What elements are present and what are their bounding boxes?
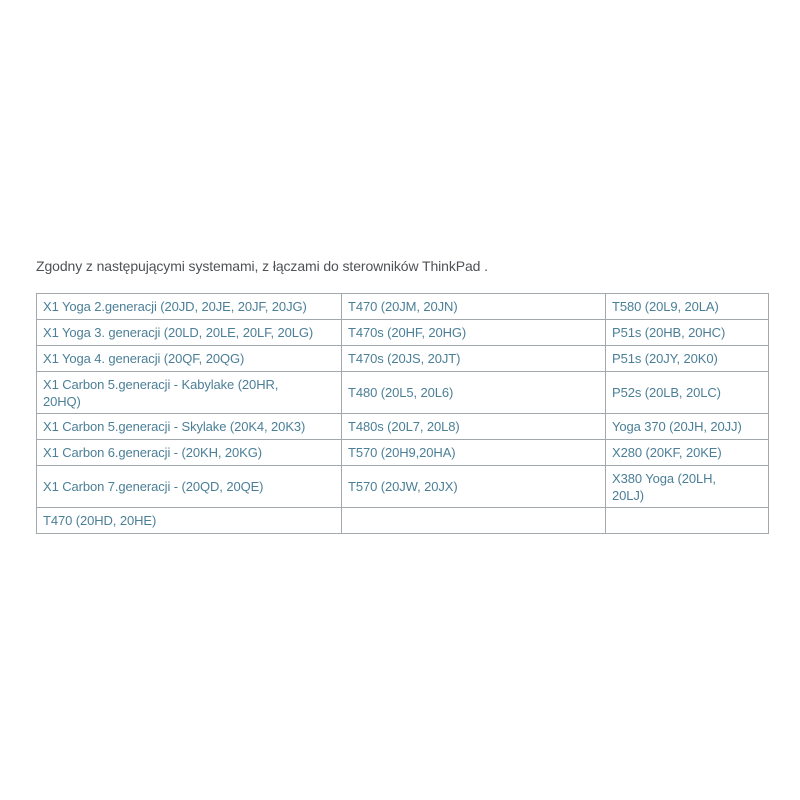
model-link[interactable]: X1 Yoga 3. generacji (20LD, 20LE, 20LF, 20LG) xyxy=(43,325,314,340)
model-cell xyxy=(37,508,342,534)
model-cell xyxy=(37,346,342,372)
empty-cell xyxy=(342,508,606,534)
model-link[interactable]: T570 (20JW, 20JX) xyxy=(348,479,458,494)
model-cell xyxy=(37,320,342,346)
compatibility-intro-text: Zgodny z następującymi systemami, z łączami do sterowników ThinkPad . xyxy=(36,258,488,274)
model-cell xyxy=(342,294,606,320)
model-cell xyxy=(606,440,769,466)
table-row xyxy=(37,346,769,372)
model-link[interactable]: P52s (20LB, 20LC) xyxy=(612,385,721,400)
model-link[interactable]: Yoga 370 (20JH, 20JJ) xyxy=(612,419,742,434)
model-cell xyxy=(37,440,342,466)
model-link[interactable]: X380 Yoga (20LH, 20LJ) xyxy=(612,470,716,503)
table-row xyxy=(37,466,769,508)
model-cell xyxy=(37,372,342,414)
model-link[interactable]: X1 Carbon 6.generacji - (20KH, 20KG) xyxy=(43,445,262,460)
model-link[interactable]: T580 (20L9, 20LA) xyxy=(612,299,719,314)
model-cell xyxy=(606,294,769,320)
model-link[interactable]: T470 (20JM, 20JN) xyxy=(348,299,458,314)
model-link[interactable]: X1 Carbon 7.generacji - (20QD, 20QE) xyxy=(43,479,264,494)
model-cell xyxy=(342,440,606,466)
model-link[interactable]: T470 (20HD, 20HE) xyxy=(43,513,157,528)
model-cell xyxy=(606,372,769,414)
model-link[interactable]: X280 (20KF, 20KE) xyxy=(612,445,722,460)
model-link[interactable]: T570 (20H9,20HA) xyxy=(348,445,456,460)
model-link[interactable]: X1 Yoga 2.generacji (20JD, 20JE, 20JF, 20JG) xyxy=(43,299,307,314)
model-link[interactable]: T470s (20JS, 20JT) xyxy=(348,351,461,366)
model-link[interactable]: P51s (20JY, 20K0) xyxy=(612,351,718,366)
table-row xyxy=(37,372,769,414)
model-cell xyxy=(606,466,769,508)
model-cell xyxy=(37,294,342,320)
model-link[interactable]: X1 Carbon 5.generacji - Kabylake (20HR, 20HQ) xyxy=(43,376,279,409)
model-cell xyxy=(606,346,769,372)
model-cell xyxy=(342,372,606,414)
model-cell xyxy=(606,414,769,440)
model-link[interactable]: T470s (20HF, 20HG) xyxy=(348,325,467,340)
model-cell xyxy=(342,466,606,508)
table-row xyxy=(37,320,769,346)
compatibility-table xyxy=(36,293,769,534)
model-link[interactable]: X1 Carbon 5.generacji - Skylake (20K4, 20K3) xyxy=(43,419,306,434)
table-row xyxy=(37,440,769,466)
table-row xyxy=(37,294,769,320)
model-cell xyxy=(342,414,606,440)
empty-cell xyxy=(606,508,769,534)
model-link[interactable]: T480s (20L7, 20L8) xyxy=(348,419,460,434)
model-link[interactable]: P51s (20HB, 20HC) xyxy=(612,325,726,340)
table-row xyxy=(37,414,769,440)
model-link[interactable]: X1 Yoga 4. generacji (20QF, 20QG) xyxy=(43,351,245,366)
model-cell xyxy=(342,346,606,372)
model-cell xyxy=(342,320,606,346)
model-link[interactable]: T480 (20L5, 20L6) xyxy=(348,385,454,400)
table-row xyxy=(37,508,769,534)
model-cell xyxy=(37,466,342,508)
model-cell xyxy=(606,320,769,346)
model-cell xyxy=(37,414,342,440)
